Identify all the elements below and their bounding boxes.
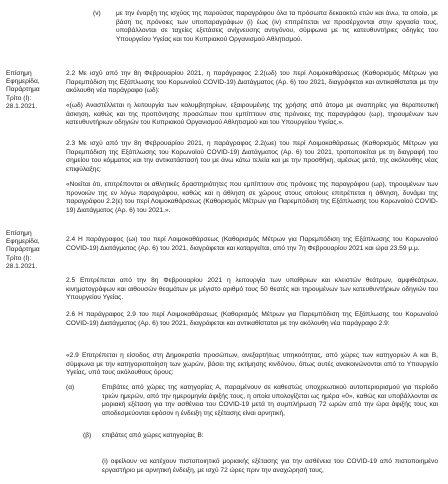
section-2-3-intro: 2.3 Με ισχύ από την 8η Φεβρουαρίου 2021, η παράγραφος 2.2(ωε) του περί Λοιμοκαθάρσεως (Καθορισμός Μέτρων για Παρεμπόδιση της Εξάπλωσης του Κορωνοϊού COVID-19) Διατάγματος (Αρ. 6) του 2021, τροποποιείται με τη διαγραφή του σημείου του κόμματος και την αντικατάστασή του με άνω κάτω τελεία και με την προσθήκη, αμέσως μετά, της ακόλουθης νέας επιφύλαξης: — [66, 140, 438, 173]
section-2-4: 2.4 Η παράγραφος (ωι) του περί Λοιμοκαθάρσεως (Καθορισμός Μέτρων για Παρεμπόδιση της Εξάπλωσης του Κορωνοϊού COVID-19) Διατάγματος (Αρ. 6) του 2021, διαγράφεται και καταργείται, από την 7η Φεβρουαρίου 2021 και ώρα 23.59 μ.μ. — [66, 236, 438, 252]
section-2-3-quote: «Νοείται ότι, επιτρέπονται οι αθλητικές δραστηριότητες που εμπίπτουν στις πρόνοιες της παραγράφου (ωρ), τηρουμένων των προνοιών της εν λόγω παραγράφου, καθώς και η άθληση σε χώρους στους οποίους επιτρέπεται η άθληση, δυνάμει της παραγράφου 2.2(ε) του περί Λοιμοκαθάρσεως (Καθορισμός Μέτρων για Παρεμπόδιση της Εξάπλωσης του Κορωνοϊού COVID-19) Διατάγματος (Αρ. 6) του 2021.». — [66, 181, 438, 214]
item-b-i-text: (i) οφείλουν να κατέχουν πιστοποιητικό μοριακής εξέτασης για την ασθένεια του COVID-19 από πιστοποιημένο εργαστήριο με αρνητική ένδειξη, με ισχύ 72 ώρες πριν την αναχώρησή τους, — [102, 458, 438, 474]
section-2-2-quote: «(ωδ) Αναστέλλεται η λειτουργία των κολυμβητηρίων, εξαιρουμένης της χρήσης από άτομα με αναπηρίες για θεραπευτική άσκηση, καθώς και της προπόνησης προσώπων που εμπίπτουν στις πρόνοιες της παραγράφου (ωρ), τηρουμένων των κατευθυντήριων οδηγιών του Κυπριακού Οργανισμού Αθλητισμού και του Υπουργείου Υγείας.». — [66, 102, 438, 127]
margin-note-gazette: Επίσημη Εφημερίδα, Παράρτημα Τρίτο (Ι): 28.1.2021. — [6, 70, 40, 110]
item-a-label: (α) — [66, 384, 75, 391]
section-2-5: 2.5 Επιτρέπεται από την 8η Φεβρουαρίου 2021 η λειτουργία των υπαίθριων και κλειστών θεάτρων, αμφιθεάτρων, κινηματογράφων και αιθουσών θεαμάτων με μέγιστο αριθμό τους 50 θεατές και τηρουμένων των κατευθυντήριων οδηγιών του Υπουργείου Υγείας. — [66, 277, 438, 302]
section-2-6-quote: «2.9 Επιτρέπεται η είσοδος στη Δημοκρατία προσώπων, ανεξαρτήτως υπηκοότητας, από χώρες των κατηγοριών Α και Β, σύμφωνα με την κατηγοριοποίηση των χωρών, βάσει της εκτίμησης κινδύνου, όπως αυτές ανακοινώνονται από το Υπουργείο Υγείας, υπό τους ακόλουθους όρους: — [66, 352, 438, 377]
section-2-2-intro: 2.2 Με ισχύ από την 8η Φεβρουαρίου 2021, η παράγραφος 2.2(ωδ) του περί Λοιμοκαθάρσεως (Καθορισμός Μέτρων για Παρεμπόδιση της Εξάπλωσης του Κορωνοϊού COVID-19) Διατάγματος (Αρ. 6) του 2021, διαγράφεται και αντικαθίσταται με την ακόλουθη νέα παράγραφο (ωδ): — [66, 70, 438, 95]
margin-note-gazette: Επίσημη Εφημερίδα, Παράρτημα Τρίτο (Ι): 28.1.2021. — [6, 230, 40, 270]
section-2-6-intro: 2.6 Η παράγραφος 2.9 του περί Λοιμοκαθάρσεως (Καθορισμός Μέτρων για Παρεμπόδιση της Εξάπλωσης του Κορωνοϊού COVID-19) Διατάγματος (Αρ. 6) του 2021, διαγράφεται και αντικαθίσταται με την ακόλουθη νέα παράγραφο 2.9: — [66, 311, 438, 327]
item-v-text: με την έναρξη της ισχύος της παρούσας παραγράφου όλα τα πρόσωπα δεκαοκτώ ετών και άνω, τα οποία, με βάση τις πρόνοιες των υποπαραγράφων (i) έως (iv) επιτρέπεται να προσέρχονται στην εργασία τους, υποβάλλονται σε ταχείες εξετάσεις ανίχνευσης αντιγόνου, σύμφωνα με τις κατευθυντήριες οδηγίες του Υπουργείου Υγείας και του Κυπριακού Οργανισμού Αθλητισμού. — [116, 10, 438, 43]
item-b-label: (β) — [83, 432, 92, 439]
item-b-text: επιβάτες από χώρες κατηγορίας Β: — [102, 432, 204, 439]
item-v-label: (v) — [93, 10, 101, 17]
item-a-text: Επιβάτες από χώρες της κατηγορίας Α, παραμένουν σε καθεστώς υποχρεωτικού αυτοπεριορισμού για περίοδο τριών ημερών, από την ημερομηνία άφιξής τους, η οποία υπολογίζεται ως ημέρα «0», καθώς και υποβάλλονται σε μοριακή εξέταση για την ασθένεια του COVID-19 μετά τη συμπλήρωση 72 ωρών από την ώρα άφιξής τους και αποδεσμεύονται εφόσον η ένδειξη της εξέτασης είναι αρνητική, — [102, 384, 438, 417]
